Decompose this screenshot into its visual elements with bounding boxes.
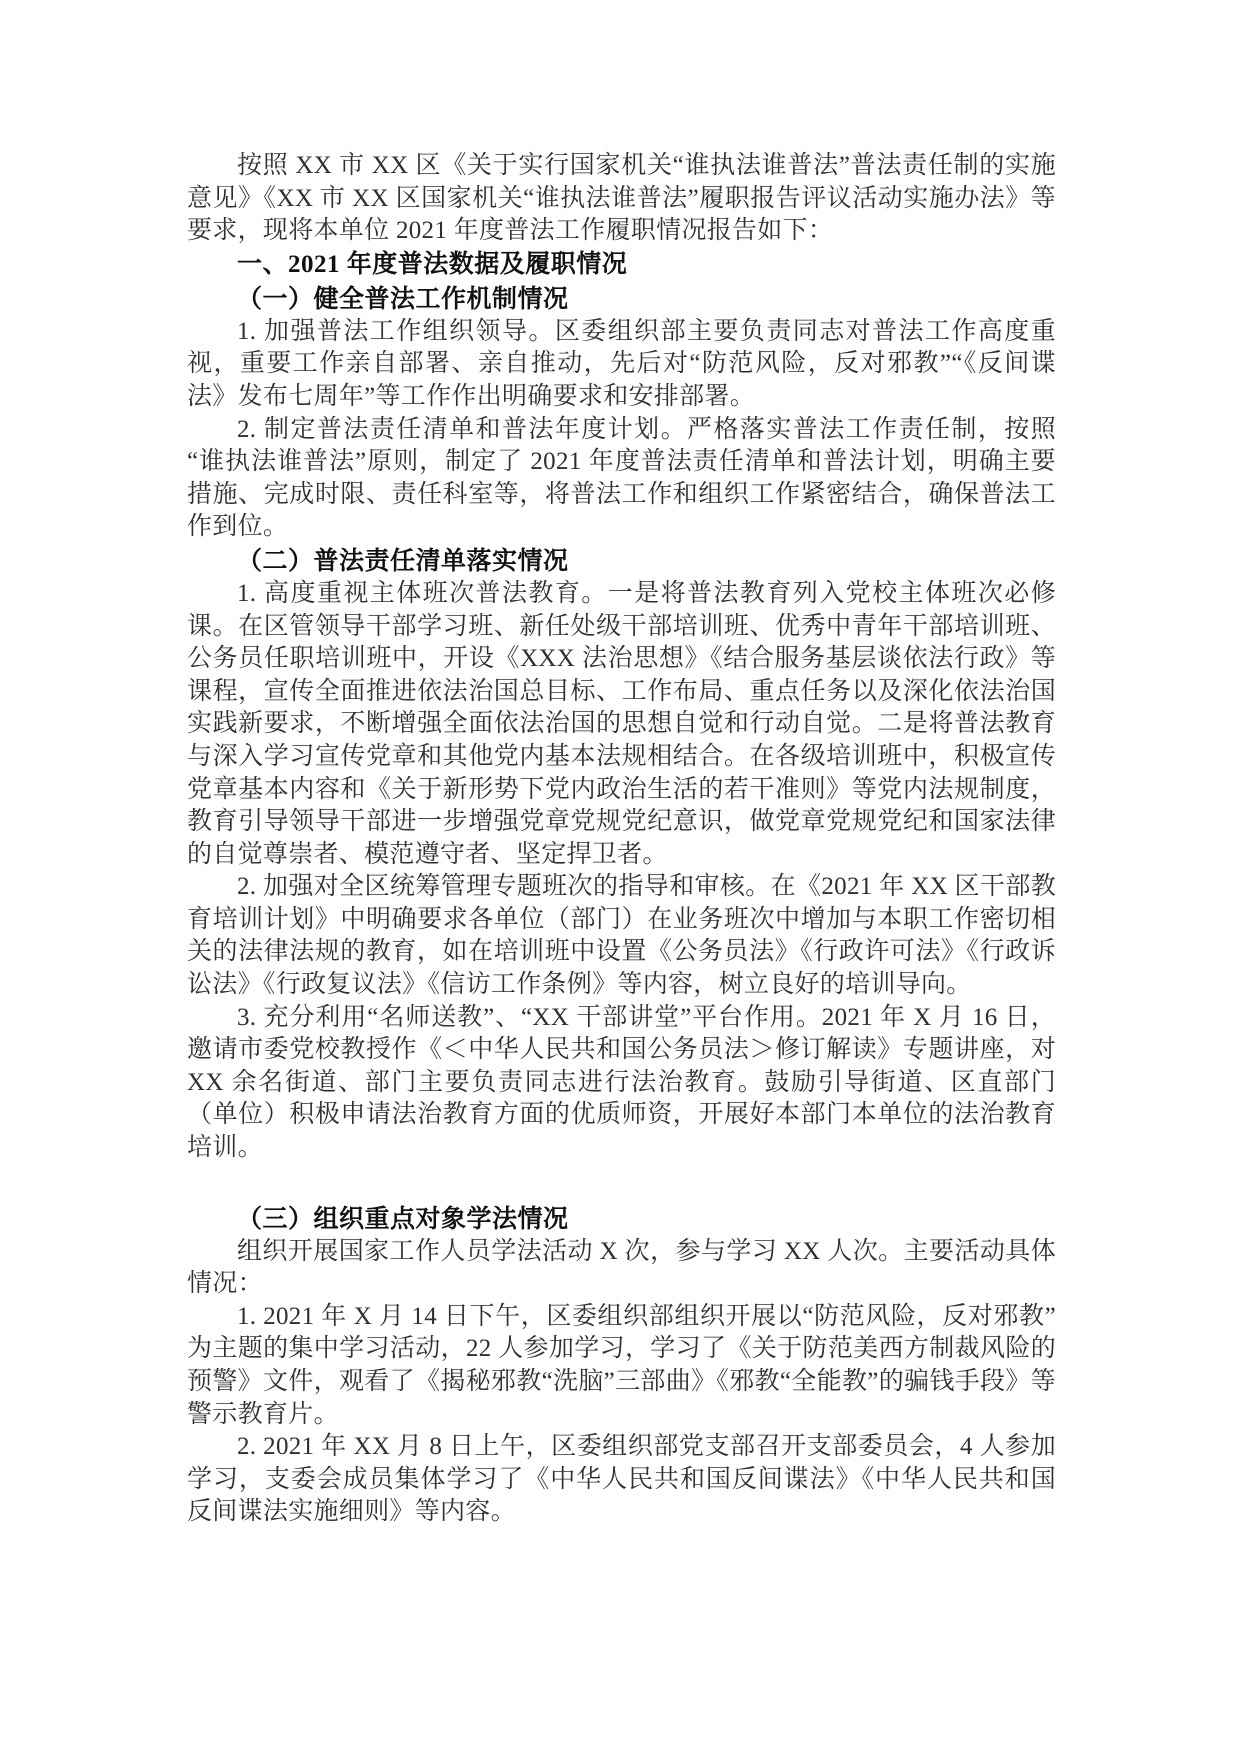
subsection-1-heading: （一）健全普法工作机制情况 <box>237 284 569 313</box>
document-body <box>187 150 1056 1529</box>
subsection-2-paragraph-3: 3. 充分利用“名师送教”、“XX 干部讲堂”平台作用。2021 年 X 月 16 日，邀请市委党校教授作《＜中华人民共和国公务员法＞修订解读》专题讲座，对 XX 余名街道、部门主要负责同志进行法治教育。鼓励引导街道、区直部门（单位）积极申请法治教育方面的优质师资，开展好本部门本单位的法治教育培训。 <box>187 1003 1056 1162</box>
subsection-2-paragraph-1: 1. 高度重视主体班次普法教育。一是将普法教育列入党校主体班次必修课。在区管领导干部学习班、新任处级干部培训班、优秀中青年干部培训班、公务员任职培训班中，开设《XXX 法治思想》《结合服务基层谈依法行政》等课程，宣传全面推进依法治国总目标、工作布局、重点任务以及深化依法治国实践新要求，不断增强全面依法治国的思想自觉和行动自觉。二是将普法教育与深入学习宣传党章和其他党内基本法规相结合。在各级培训班中，积极宣传党章基本内容和《关于新形势下党内政治生活的若干准则》等党内法规制度，教育引导领导干部进一步增强党章党规党纪意识，做党章党规党纪和国家法律的自觉尊崇者、模范遵守者、坚定捍卫者。 <box>187 579 1056 868</box>
subsection-3-paragraph-2: 2. 2021 年 XX 月 8 日上午，区委组织部党支部召开支部委员会，4 人参加学习，支委会成员集体学习了《中华人民共和国反间谍法》《中华人民共和国反间谍法实施细则》等内容。 <box>187 1433 1056 1526</box>
subsection-3-paragraph-1: 1. 2021 年 X 月 14 日下午，区委组织部组织开展以“防范风险，反对邪教”为主题的集中学习活动，22 人参加学习，学习了《关于防范美西方制裁风险的预警》文件，观看了《揭秘邪教“洗脑”三部曲》《邪教“全能教”的骗钱手段》等警示教育片。 <box>187 1302 1056 1428</box>
subsection-2-heading: （二）普法责任清单落实情况 <box>237 546 569 575</box>
subsection-2-paragraph-2: 2. 加强对全区统筹管理专题班次的指导和审核。在《2021 年 XX 区干部教育培训计划》中明确要求各单位（部门）在业务班次中增加与本职工作密切相关的法律法规的教育，如在培训班中设置《公务员法》《行政许可法》《行政诉讼法》《行政复议法》《信访工作条例》等内容，树立良好的培训导向。 <box>187 873 1056 999</box>
intro-paragraph: 按照 XX 市 XX 区《关于实行国家机关“谁执法谁普法”普法责任制的实施意见》《XX 市 XX 区国家机关“谁执法谁普法”履职报告评议活动实施办法》等要求，现将本单位 2021 年度普法工作履职情况报告如下： <box>187 152 1056 245</box>
section-1-heading: 一、2021 年度普法数据及履职情况 <box>237 250 628 278</box>
subsection-1-paragraph-1: 1. 加强普法工作组织领导。区委组织部主要负责同志对普法工作高度重视，重要工作亲自部署、亲自推动，先后对“防范风险，反对邪教”“《反间谍法》发布七周年”等工作作出明确要求和安排部署。 <box>187 317 1056 410</box>
subsection-3-lead-paragraph: 组织开展国家工作人员学法活动 X 次，参与学习 XX 人次。主要活动具体情况： <box>187 1237 1056 1298</box>
subsection-1-paragraph-2: 2. 制定普法责任清单和普法年度计划。严格落实普法工作责任制，按照“谁执法谁普法”原则，制定了 2021 年度普法责任清单和普法计划，明确主要措施、完成时限、责任科室等，将普法工作和组织工作紧密结合，确保普法工作到位。 <box>187 415 1056 541</box>
subsection-3-heading: （三）组织重点对象学法情况 <box>237 1204 569 1233</box>
blank-line-spacer <box>187 1165 1056 1202</box>
